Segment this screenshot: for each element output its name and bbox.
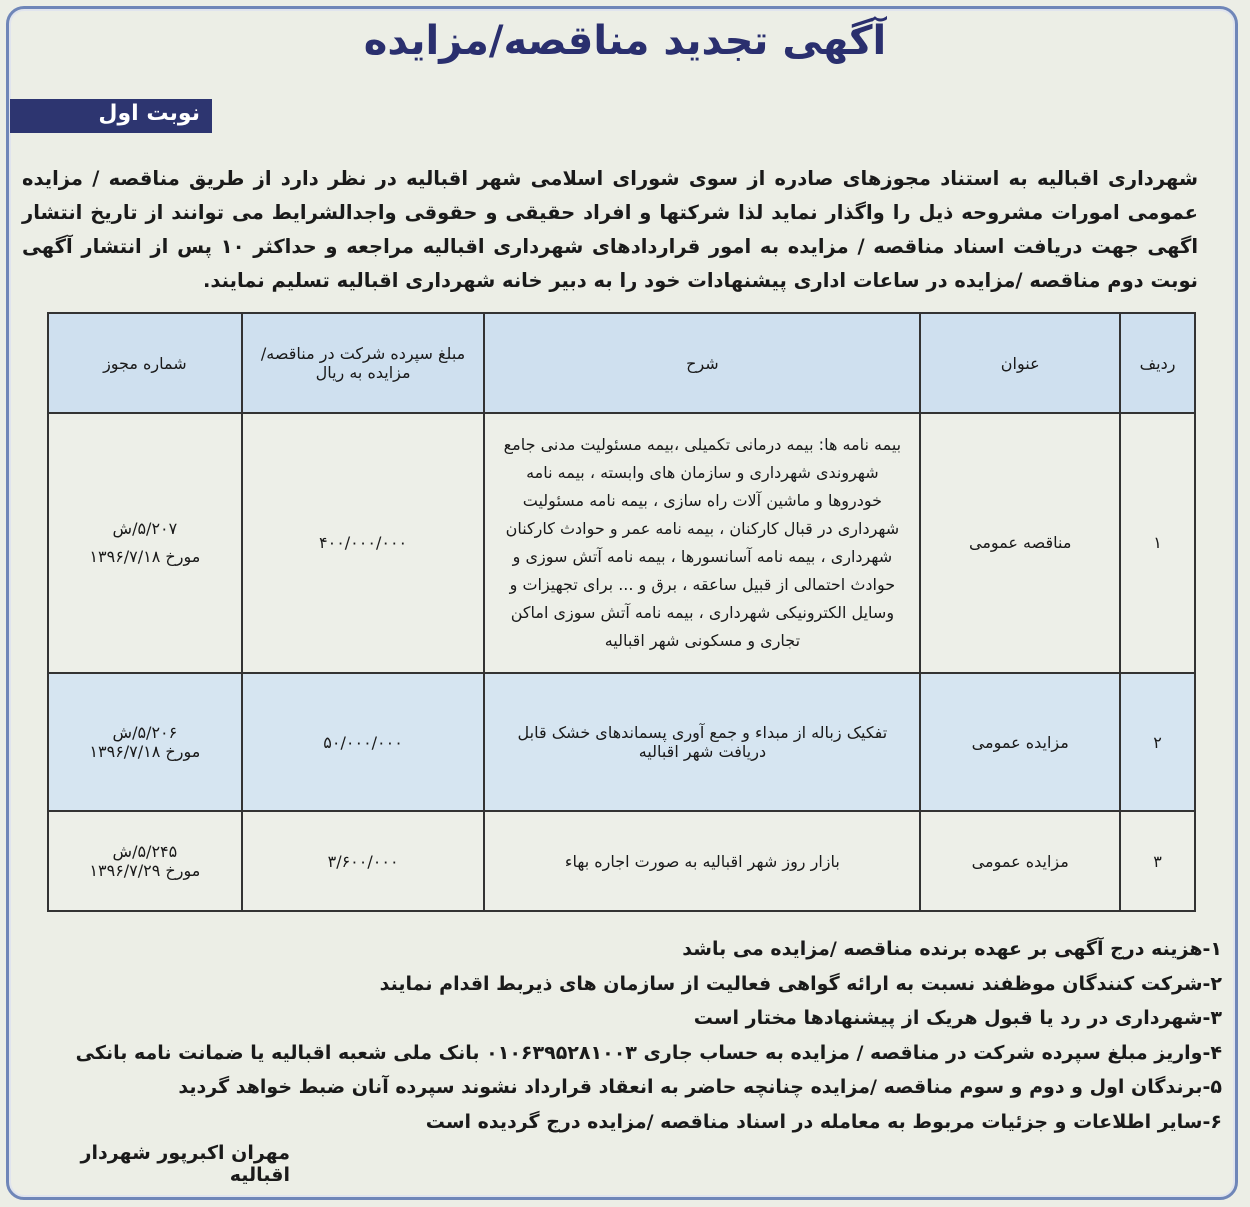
permit-date: مورخ ۱۳۹۶/۷/۱۸ xyxy=(89,547,201,566)
header-title: عنوان xyxy=(920,313,1120,413)
table-header-row xyxy=(48,313,1195,413)
cell-deposit: ۵۰/۰۰۰/۰۰۰ xyxy=(242,673,485,811)
cell-row-no: ۱ xyxy=(1120,413,1195,673)
header-deposit: مبلغ سپرده شرکت در مناقصه/ مزایده به ریال xyxy=(242,313,485,413)
cell-row-no: ۲ xyxy=(1120,673,1195,811)
permit-number: ۵/۲۰۶/ش xyxy=(112,723,178,742)
round-badge: نوبت اول xyxy=(10,99,212,133)
permit-date: مورخ ۱۳۹۶/۷/۱۸ xyxy=(89,742,201,761)
notes-list xyxy=(76,932,1222,1139)
signature: مهران اکبرپور شهردار اقبالیه xyxy=(80,1142,290,1186)
note-item: ۲-شرکت کنندگان موظفند نسبت به ارائه گواهی فعالیت از سازمان های ذیربط اقدام نمایند xyxy=(379,972,1222,995)
cell-description: بیمه نامه ها: بیمه درمانی تکمیلی ،بیمه مسئولیت مدنی جامع شهروندی شهرداری و سازمان های وابسته ، بیمه نامه خودروها و ماشین آلات راه سازی ، بیمه نامه مسئولیت شهرداری در قبال کارکنان ، بیمه نامه عمر و حوادث کارکنان شهرداری ، بیمه نامه آسانسورها ، بیمه نامه آتش سوزی و حوادث احتمالی از قبیل ساعقه ، برق و ... برای تجهیزات و وسایل الکترونیکی شهرداری ، بیمه نامه آتش سوزی اماکن تجاری و مسکونی شهر اقبالیه xyxy=(484,413,920,673)
table-row xyxy=(48,811,1195,911)
cell-title: مزایده عمومی xyxy=(920,673,1120,811)
header-row-no: ردیف xyxy=(1120,313,1195,413)
cell-permit xyxy=(48,673,242,811)
cell-deposit: ۴۰۰/۰۰۰/۰۰۰ xyxy=(242,413,485,673)
note-item: ۱-هزینه درج آگهی بر عهده برنده مناقصه /مزایده می باشد xyxy=(682,938,1222,960)
intro-paragraph: شهرداری اقبالیه به استناد مجوزهای صادره از سوی شورای اسلامی شهر اقبالیه در نظر دارد از طریق مناقصه / مزایده عمومی امورات مشروحه ذیل را واگذار نماید لذا شرکتها و افراد حقیقی و حقوقی واجدالشرایط می توانند از تاریخ انتشار اگهی جهت دریافت اسناد مناقصه / مزایده به امور قراردادهای شهرداری اقبالیه مراجعه و حداکثر ۱۰ پس از انتشار آگهی نوبت دوم مناقصه /مزایده در ساعات اداری پیشنهادات خود را به دبیر خانه شهرداری اقبالیه تسلیم نمایند. xyxy=(22,167,1199,292)
header-permit: شماره مجوز xyxy=(48,313,242,413)
cell-title: مزایده عمومی xyxy=(920,811,1120,911)
cell-permit xyxy=(48,811,242,911)
cell-row-no: ۳ xyxy=(1120,811,1195,911)
page-title: آگهی تجدید مناقصه/مزایده xyxy=(363,18,887,64)
cell-title: مناقصه عمومی xyxy=(920,413,1120,673)
permit-number: ۵/۲۴۵/ش xyxy=(112,842,178,861)
note-item: ۵-برندگان اول و دوم و سوم مناقصه /مزایده چنانچه حاضر به انعقاد قرارداد نشوند سپرده آنان ضبط خواهد گردید xyxy=(178,1076,1222,1098)
table-row xyxy=(48,673,1195,811)
note-item: ۳-شهرداری در رد یا قبول هریک از پیشنهادها مختار است xyxy=(693,1007,1222,1029)
cell-description: بازار روز شهر اقبالیه به صورت اجاره بهاء xyxy=(484,811,920,911)
cell-permit xyxy=(48,413,242,673)
note-item: ۴-واریز مبلغ سپرده شرکت در مناقصه / مزایده به حساب جاری ۰۱۰۶۳۹۵۲۸۱۰۰۳ بانک ملی شعبه اقبالیه یا ضمانت نامه بانکی xyxy=(75,1041,1222,1064)
note-item: ۶-سایر اطلاعات و جزئیات مربوط به معامله در اسناد مناقصه /مزایده درج گردیده است xyxy=(425,1110,1222,1133)
header-description: شرح xyxy=(484,313,920,413)
cell-description: تفکیک زباله از مبداء و جمع آوری پسماندهای خشک قابل دریافت شهر اقبالیه xyxy=(484,673,920,811)
tender-table xyxy=(47,312,1196,912)
permit-number: ۵/۲۰۷/ش xyxy=(112,519,178,538)
permit-date: مورخ ۱۳۹۶/۷/۲۹ xyxy=(89,861,201,880)
cell-deposit: ۳/۶۰۰/۰۰۰ xyxy=(242,811,485,911)
table-row xyxy=(48,413,1195,673)
